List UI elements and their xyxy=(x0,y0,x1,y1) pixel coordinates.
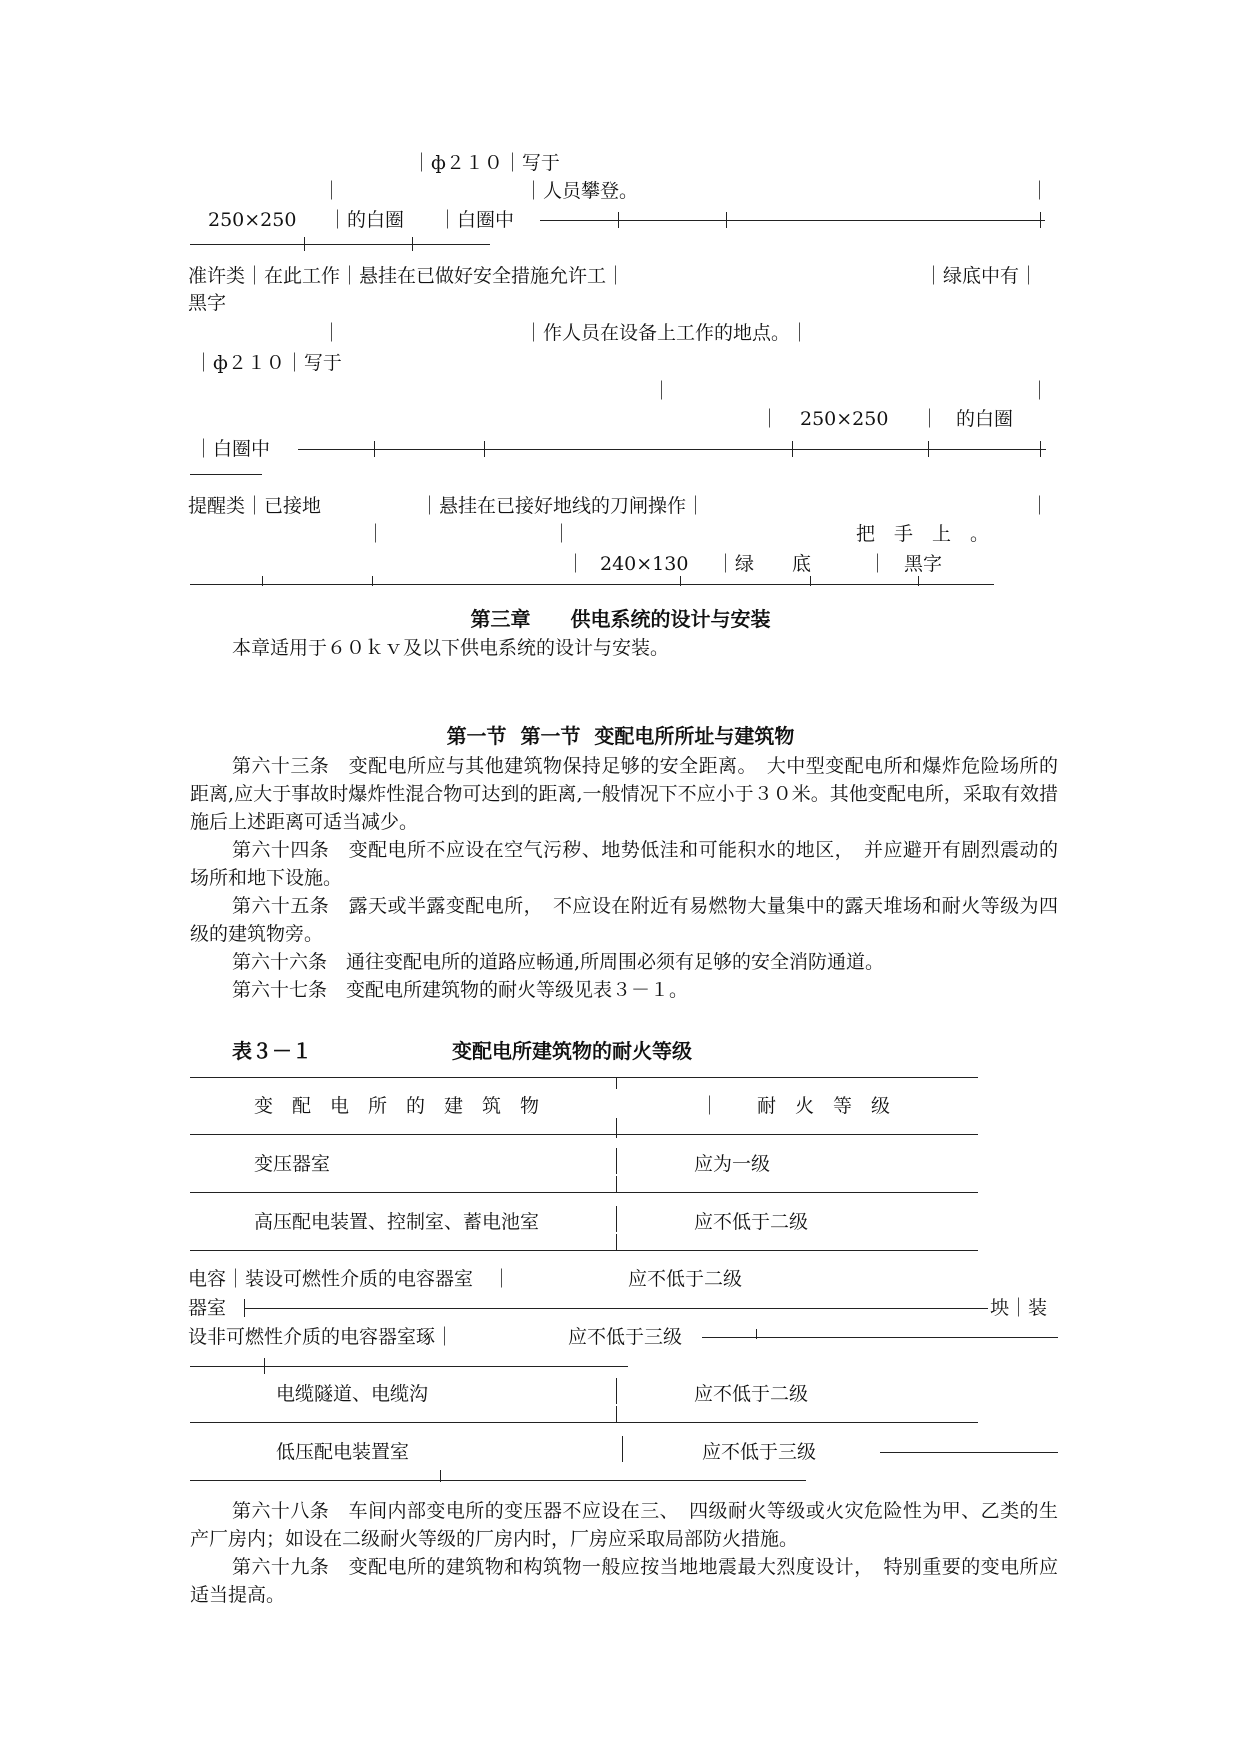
table-tick xyxy=(616,1148,617,1174)
table-rule xyxy=(190,1480,806,1481)
table-fragment-text: ｜ф２１０｜写于 xyxy=(194,352,342,374)
row-3-text: 坱｜装 xyxy=(990,1297,1048,1319)
table-rule xyxy=(190,244,490,245)
row-2-left: 高压配电装置、控制室、蓄电池室 xyxy=(254,1211,540,1233)
row-3-text: 应不低于二级 xyxy=(628,1268,743,1290)
article-paragraph: 第六十六条 通往变配电所的道路应畅通,所周围必须有足够的安全消防通道。 xyxy=(232,951,885,973)
table-fragment-text: 250×250 xyxy=(800,408,889,430)
table-fragment-text: ｜悬挂在已接好地线的刀闸操作｜ xyxy=(420,495,706,517)
table-fragment-text: ｜ xyxy=(566,553,586,575)
table-tick xyxy=(680,576,681,586)
table-rule xyxy=(244,1308,988,1309)
table-tick xyxy=(440,1470,441,1482)
table-tick xyxy=(616,1118,617,1138)
table-fragment-text: ｜ xyxy=(1030,495,1050,517)
table-tick xyxy=(756,1329,757,1339)
table-tick xyxy=(616,1406,617,1422)
table-fragment-text: ｜白圈中 xyxy=(194,438,271,460)
table-fragment-text: ｜的白圈 xyxy=(328,209,405,231)
article-paragraph: 第六十九条 变配电所的建筑物和构筑物一般应按当地地震最大烈度设计， 特别重要的变电所应适当提高。 xyxy=(190,1556,1058,1606)
row-2-right: 应不低于二级 xyxy=(694,1211,809,1233)
header-left: 变 配 电 所 的 建 筑 物 xyxy=(254,1095,540,1117)
table-rule xyxy=(190,584,994,585)
row-1-right: 应为一级 xyxy=(694,1153,771,1175)
table-tick xyxy=(618,212,619,228)
table-rule xyxy=(190,1192,978,1193)
table-fragment-text: 的白圈 xyxy=(956,408,1014,430)
table-fragment-text: ｜绿底中有｜ xyxy=(924,265,1039,287)
table-tick xyxy=(304,237,305,251)
row-3-text: 器室 xyxy=(188,1297,227,1319)
table-rule xyxy=(190,1134,978,1135)
table-fragment-text: ｜ xyxy=(322,322,342,344)
table-fragment-text: ｜人员攀登。 xyxy=(524,180,639,202)
table-rule xyxy=(298,449,1046,450)
table-tick xyxy=(918,576,919,586)
table-rule xyxy=(190,1422,978,1423)
table-tick xyxy=(616,1206,617,1232)
table-tick xyxy=(1040,441,1041,457)
row-3-text: 电容｜装设可燃性介质的电容器室 ｜ xyxy=(188,1268,512,1290)
table-rule xyxy=(190,1077,978,1078)
table-fragment-text: 黑字 xyxy=(188,292,227,314)
row-5-left: 低压配电装置室 xyxy=(276,1441,410,1463)
table-tick xyxy=(372,576,373,586)
table-tick xyxy=(262,576,263,586)
table-fragment-text: ｜ xyxy=(366,523,386,545)
table-fragment-text: 240×130 xyxy=(600,553,689,575)
chapter-intro: 本章适用于６０ｋｖ及以下供电系统的设计与安装。 xyxy=(232,637,670,659)
table-tick xyxy=(264,1358,265,1374)
article-paragraph: 第六十八条 车间内部变电所的变压器不应设在三、 四级耐火等级或火灾危险性为甲、乙类的生产厂房内；如设在二级耐火等级的厂房内时，厂房应采取局部防火措施。 xyxy=(190,1500,1058,1550)
row-1-left: 变压器室 xyxy=(254,1153,331,1175)
section-title: 第一节 第一节 变配电所所址与建筑物 xyxy=(446,724,795,748)
table-fragment-text: 把 手 上 。 xyxy=(856,523,990,545)
row-4-left: 电缆隧道、电缆沟 xyxy=(276,1383,429,1405)
table-label: 表３－１ xyxy=(232,1039,312,1063)
table-tick xyxy=(810,576,811,586)
article-paragraph: 第六十三条 变配电所应与其他建筑物保持足够的安全距离。 大中型变配电所和爆炸危险场所的距离,应大于事故时爆炸性混合物可达到的距离,一般情况下不应小于３０米。其他变配电所，采取有效措施后上述距离可适当减少。 xyxy=(190,755,1058,833)
table-rule xyxy=(190,1366,628,1367)
chapter-title: 第三章 供电系统的设计与安装 xyxy=(470,607,771,631)
table-rule xyxy=(880,1452,1058,1453)
table-fragment-text: 黑字 xyxy=(904,553,943,575)
table-tick xyxy=(616,1378,617,1404)
table-tick xyxy=(616,1234,617,1250)
table-title: 变配电所建筑物的耐火等级 xyxy=(452,1039,692,1063)
table-tick xyxy=(484,441,485,457)
table-tick xyxy=(792,441,793,457)
table-fragment-text: ｜ xyxy=(552,523,572,545)
row-3-text: 应不低于三级 xyxy=(568,1326,683,1348)
table-fragment-text: ｜ xyxy=(760,408,780,430)
table-fragment-text: ｜白圈中 xyxy=(438,209,515,231)
table-tick xyxy=(374,441,375,457)
table-tick xyxy=(412,237,413,251)
table-fragment-text: ｜绿 底 xyxy=(716,553,812,575)
table-rule xyxy=(540,220,1045,221)
table-fragment-text: ｜ xyxy=(1030,180,1050,202)
article-paragraph: 第六十五条 露天或半露变配电所， 不应设在附近有易燃物大量集中的露天堆场和耐火等级为四级的建筑物旁。 xyxy=(190,895,1058,945)
table-tick xyxy=(928,441,929,457)
article-paragraph: 第六十七条 变配电所建筑物的耐火等级见表３－１。 xyxy=(232,979,689,1001)
table-fragment-text: ｜ xyxy=(920,408,940,430)
table-fragment-text: ｜ xyxy=(1030,380,1050,402)
table-fragment-text: 准许类｜在此工作｜悬挂在已做好安全措施允许工｜ xyxy=(188,265,626,287)
table-fragment-text: 提醒类｜已接地 xyxy=(188,495,322,517)
row-3-text: 设非可燃性介质的电容器室琢｜ xyxy=(188,1326,455,1348)
table-rule xyxy=(190,474,262,475)
table-fragment-text: ｜ xyxy=(322,180,342,202)
table-fragment-text: ｜ xyxy=(868,553,888,575)
table-fragment-text: 250×250 xyxy=(208,209,297,231)
table-tick xyxy=(616,1077,617,1089)
table-tick xyxy=(1040,212,1041,228)
table-rule xyxy=(190,1250,978,1251)
table-fragment-text: ｜ф２１０｜写于 xyxy=(412,152,560,174)
article-paragraph: 第六十四条 变配电所不应设在空气污秽、地势低洼和可能积水的地区， 并应避开有剧烈震动的场所和地下设施。 xyxy=(190,839,1058,889)
row-5-right: 应不低于三级 xyxy=(702,1441,817,1463)
table-tick xyxy=(622,1436,623,1462)
row-4-right: 应不低于二级 xyxy=(694,1383,809,1405)
table-tick xyxy=(726,212,727,228)
table-fragment-text: ｜ xyxy=(652,380,672,402)
table-tick xyxy=(616,1176,617,1192)
table-fragment-text: ｜作人员在设备上工作的地点。｜ xyxy=(524,322,810,344)
header-right: ｜ 耐 火 等 级 xyxy=(700,1095,891,1117)
